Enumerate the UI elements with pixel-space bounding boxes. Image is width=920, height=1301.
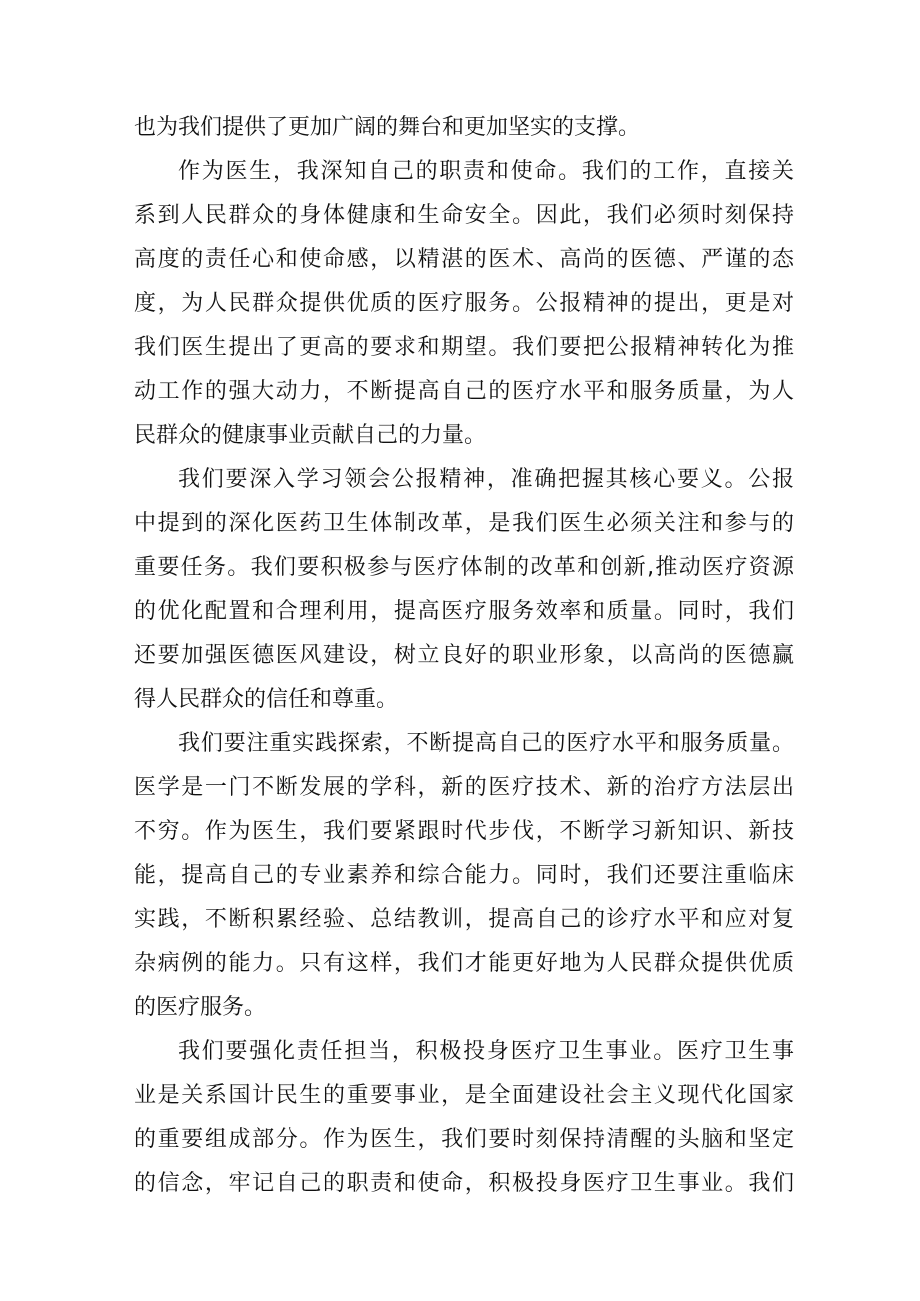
paragraph-line: 我们要注重实践探索，不断提高自己的医疗水平和服务质量。 xyxy=(178,731,794,756)
paragraph-line: 作为医生，我深知自己的职责和使命。我们的工作，直接关 xyxy=(178,159,794,184)
paragraph-line: 杂病例的能力。只有这样，我们才能更好地为人民群众提供优质 xyxy=(134,951,794,976)
paragraph-1 xyxy=(134,106,794,150)
paragraph-line: 的信念，牢记自己的职责和使命，积极投身医疗卫生事业。我们 xyxy=(134,1171,794,1196)
paragraph-line: 我们要强化责任担当，积极投身医疗卫生事业。医疗卫生事 xyxy=(178,1039,794,1064)
paragraph-2 xyxy=(134,150,794,458)
paragraph-4 xyxy=(134,722,794,1030)
paragraph-line: 我们医生提出了更高的要求和期望。我们要把公报精神转化为推 xyxy=(134,335,794,360)
paragraph-line: 业是关系国计民生的重要事业，是全面建设社会主义现代化国家 xyxy=(134,1083,794,1108)
paragraph-line: 中提到的深化医药卫生体制改革，是我们医生必须关注和参与的 xyxy=(134,511,794,536)
paragraph-line: 医学是一门不断发展的学科，新的医疗技术、新的治疗方法层出 xyxy=(134,775,794,800)
paragraph-line: 度，为人民群众提供优质的医疗服务。公报精神的提出，更是对 xyxy=(134,291,794,316)
paragraph-line: 动工作的强大动力，不断提高自己的医疗水平和服务质量，为人 xyxy=(134,379,794,404)
paragraph-line: 能，提高自己的专业素养和综合能力。同时，我们还要注重临床 xyxy=(134,863,794,888)
paragraph-line: 不穷。作为医生，我们要紧跟时代步伐，不断学习新知识、新技 xyxy=(134,819,794,844)
paragraph-line: 民群众的健康事业贡献自己的力量。 xyxy=(134,423,487,448)
paragraph-line: 的优化配置和合理利用，提高医疗服务效率和质量。同时，我们 xyxy=(134,599,794,624)
paragraph-3 xyxy=(134,458,794,722)
paragraph-line: 的医疗服务。 xyxy=(134,995,267,1020)
paragraph-line: 我们要深入学习领会公报精神，准确把握其核心要义。公报 xyxy=(178,467,794,492)
paragraph-line: 实践，不断积累经验、总结教训，提高自己的诊疗水平和应对复 xyxy=(134,907,794,932)
paragraph-line: 系到人民群众的身体健康和生命安全。因此，我们必须时刻保持 xyxy=(134,203,794,228)
paragraph-line: 高度的责任心和使命感，以精湛的医术、高尚的医德、严谨的态 xyxy=(134,247,794,272)
paragraph-line: 的重要组成部分。作为医生，我们要时刻保持清醒的头脑和坚定 xyxy=(134,1127,794,1152)
paragraph-line: 还要加强医德医风建设，树立良好的职业形象，以高尚的医德赢 xyxy=(134,643,794,668)
paragraph-line: 也为我们提供了更加广阔的舞台和更加坚实的支撑。 xyxy=(134,115,641,140)
document-body xyxy=(134,106,794,1206)
paragraph-5 xyxy=(134,1030,794,1206)
paragraph-line: 重要任务。我们要积极参与医疗体制的改革和创新,推动医疗资源 xyxy=(134,555,794,580)
paragraph-line: 得人民群众的信任和尊重。 xyxy=(134,687,399,712)
